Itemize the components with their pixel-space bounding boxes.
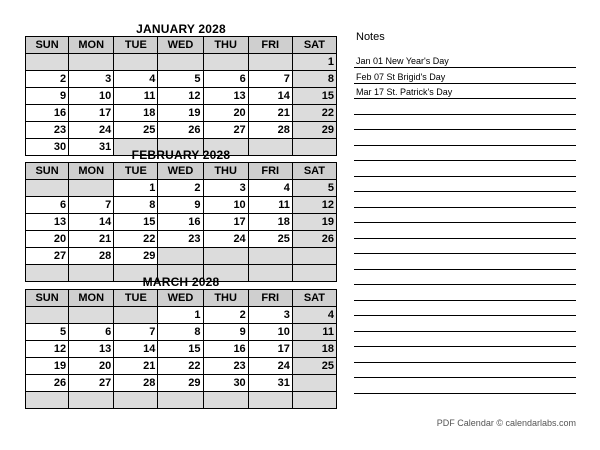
day-cell: 12 bbox=[158, 88, 203, 105]
week-row bbox=[26, 71, 337, 88]
empty-day-cell bbox=[114, 54, 158, 71]
day-cell: 28 bbox=[248, 122, 292, 139]
empty-day-cell bbox=[26, 180, 69, 197]
week-row bbox=[26, 105, 337, 122]
day-cell: 29 bbox=[114, 248, 158, 265]
empty-day-cell bbox=[114, 392, 158, 409]
week-row bbox=[26, 197, 337, 214]
weekday-header: TUE bbox=[114, 163, 158, 180]
day-cell: 12 bbox=[292, 197, 336, 214]
day-cell: 2 bbox=[203, 307, 248, 324]
day-cell: 24 bbox=[203, 231, 248, 248]
notes-panel bbox=[354, 30, 578, 97]
month-grid bbox=[25, 162, 337, 282]
day-cell: 16 bbox=[26, 105, 69, 122]
day-cell: 9 bbox=[26, 88, 69, 105]
day-cell: 18 bbox=[248, 214, 292, 231]
day-cell: 1 bbox=[158, 307, 203, 324]
day-cell: 10 bbox=[69, 88, 114, 105]
empty-day-cell bbox=[203, 54, 248, 71]
day-cell: 16 bbox=[158, 214, 203, 231]
week-row bbox=[26, 307, 337, 324]
day-cell: 4 bbox=[114, 71, 158, 88]
day-cell: 23 bbox=[158, 231, 203, 248]
week-row bbox=[26, 122, 337, 139]
day-cell: 27 bbox=[69, 375, 114, 392]
empty-day-cell bbox=[158, 392, 203, 409]
day-cell: 10 bbox=[203, 197, 248, 214]
day-cell: 8 bbox=[292, 71, 336, 88]
day-cell: 17 bbox=[69, 105, 114, 122]
day-cell: 2 bbox=[158, 180, 203, 197]
empty-day-cell bbox=[292, 248, 336, 265]
week-row bbox=[26, 358, 337, 375]
day-cell: 22 bbox=[292, 105, 336, 122]
day-cell: 11 bbox=[114, 88, 158, 105]
day-cell: 28 bbox=[69, 248, 114, 265]
day-cell: 17 bbox=[203, 214, 248, 231]
empty-day-cell bbox=[203, 248, 248, 265]
week-row bbox=[26, 214, 337, 231]
weekday-header: FRI bbox=[248, 290, 292, 307]
empty-day-cell bbox=[248, 392, 292, 409]
day-cell: 22 bbox=[158, 358, 203, 375]
note-entry: Mar 17 St. Patrick's Day bbox=[354, 85, 576, 99]
day-cell: 5 bbox=[292, 180, 336, 197]
day-cell: 20 bbox=[26, 231, 69, 248]
day-cell: 20 bbox=[203, 105, 248, 122]
note-blank-line bbox=[354, 163, 576, 177]
weekday-header: FRI bbox=[248, 163, 292, 180]
day-cell: 21 bbox=[69, 231, 114, 248]
week-row bbox=[26, 375, 337, 392]
day-cell: 14 bbox=[114, 341, 158, 358]
day-cell: 7 bbox=[114, 324, 158, 341]
month-grid bbox=[25, 289, 337, 409]
month-title: MARCH 2028 bbox=[142, 275, 220, 289]
day-cell: 15 bbox=[292, 88, 336, 105]
day-cell: 23 bbox=[26, 122, 69, 139]
day-cell: 27 bbox=[203, 122, 248, 139]
day-cell: 25 bbox=[248, 231, 292, 248]
note-blank-line bbox=[354, 225, 576, 239]
day-cell: 3 bbox=[203, 180, 248, 197]
day-cell: 3 bbox=[69, 71, 114, 88]
note-blank-line bbox=[354, 147, 576, 161]
weekday-header: MON bbox=[69, 163, 114, 180]
day-cell: 5 bbox=[26, 324, 69, 341]
day-cell: 12 bbox=[26, 341, 69, 358]
weekday-header-row bbox=[26, 37, 337, 54]
month-grid bbox=[25, 36, 337, 156]
notes-title: Notes bbox=[356, 31, 385, 43]
note-blank-line bbox=[354, 333, 576, 347]
note-blank-line bbox=[354, 380, 576, 394]
day-cell: 20 bbox=[69, 358, 114, 375]
weekday-header: THU bbox=[203, 163, 248, 180]
week-row bbox=[26, 248, 337, 265]
weekday-header: MON bbox=[69, 37, 114, 54]
note-blank-line bbox=[354, 349, 576, 363]
empty-day-cell bbox=[69, 392, 114, 409]
day-cell: 13 bbox=[69, 341, 114, 358]
day-cell: 30 bbox=[203, 375, 248, 392]
weekday-header-row bbox=[26, 290, 337, 307]
note-blank-line bbox=[354, 240, 576, 254]
footer-credit: PDF Calendar © calendarlabs.com bbox=[436, 418, 576, 428]
empty-day-cell bbox=[26, 54, 69, 71]
week-row bbox=[26, 341, 337, 358]
note-blank-line bbox=[354, 194, 576, 208]
weekday-header: THU bbox=[203, 290, 248, 307]
empty-day-cell bbox=[248, 248, 292, 265]
day-cell: 14 bbox=[248, 88, 292, 105]
day-cell: 11 bbox=[248, 197, 292, 214]
day-cell: 7 bbox=[69, 197, 114, 214]
day-cell: 19 bbox=[158, 105, 203, 122]
day-cell: 18 bbox=[114, 105, 158, 122]
empty-day-cell bbox=[69, 307, 114, 324]
weekday-header: SAT bbox=[292, 290, 336, 307]
weekday-header: MON bbox=[69, 290, 114, 307]
empty-day-cell bbox=[292, 392, 336, 409]
day-cell: 6 bbox=[26, 197, 69, 214]
note-blank-line bbox=[354, 302, 576, 316]
day-cell: 24 bbox=[248, 358, 292, 375]
empty-day-cell bbox=[69, 54, 114, 71]
month-title: JANUARY 2028 bbox=[136, 22, 226, 36]
day-cell: 29 bbox=[158, 375, 203, 392]
weekday-header: SAT bbox=[292, 37, 336, 54]
week-row bbox=[26, 180, 337, 197]
day-cell: 17 bbox=[248, 341, 292, 358]
note-blank-line bbox=[354, 318, 576, 332]
weekday-header: WED bbox=[158, 290, 203, 307]
empty-day-cell bbox=[248, 54, 292, 71]
empty-day-cell bbox=[114, 307, 158, 324]
day-cell: 4 bbox=[292, 307, 336, 324]
weekday-header: SUN bbox=[26, 290, 69, 307]
day-cell: 26 bbox=[26, 375, 69, 392]
weekday-header: WED bbox=[158, 163, 203, 180]
day-cell: 5 bbox=[158, 71, 203, 88]
day-cell: 7 bbox=[248, 71, 292, 88]
week-row bbox=[26, 392, 337, 409]
weekday-header: THU bbox=[203, 37, 248, 54]
day-cell: 28 bbox=[114, 375, 158, 392]
weekday-header-row bbox=[26, 163, 337, 180]
note-blank-line bbox=[354, 132, 576, 146]
month-title: FEBRUARY 2028 bbox=[131, 148, 231, 162]
day-cell: 13 bbox=[26, 214, 69, 231]
empty-day-cell bbox=[203, 392, 248, 409]
note-blank-line bbox=[354, 101, 576, 115]
day-cell: 24 bbox=[69, 122, 114, 139]
day-cell: 4 bbox=[248, 180, 292, 197]
day-cell: 8 bbox=[114, 197, 158, 214]
day-cell: 15 bbox=[114, 214, 158, 231]
day-cell: 29 bbox=[292, 122, 336, 139]
empty-day-cell bbox=[158, 248, 203, 265]
week-row bbox=[26, 54, 337, 71]
day-cell: 19 bbox=[26, 358, 69, 375]
day-cell: 16 bbox=[203, 341, 248, 358]
day-cell: 18 bbox=[292, 341, 336, 358]
day-cell: 13 bbox=[203, 88, 248, 105]
weekday-header: SUN bbox=[26, 37, 69, 54]
day-cell: 10 bbox=[248, 324, 292, 341]
day-cell: 21 bbox=[248, 105, 292, 122]
day-cell: 9 bbox=[203, 324, 248, 341]
note-blank-line bbox=[354, 287, 576, 301]
day-cell: 2 bbox=[26, 71, 69, 88]
day-cell: 9 bbox=[158, 197, 203, 214]
week-row bbox=[26, 88, 337, 105]
day-cell: 1 bbox=[292, 54, 336, 71]
day-cell: 14 bbox=[69, 214, 114, 231]
day-cell: 23 bbox=[203, 358, 248, 375]
day-cell: 27 bbox=[26, 248, 69, 265]
day-cell: 22 bbox=[114, 231, 158, 248]
day-cell: 26 bbox=[158, 122, 203, 139]
day-cell: 25 bbox=[292, 358, 336, 375]
day-cell: 8 bbox=[158, 324, 203, 341]
empty-day-cell bbox=[158, 54, 203, 71]
week-row bbox=[26, 231, 337, 248]
weekday-header: WED bbox=[158, 37, 203, 54]
weekday-header: SUN bbox=[26, 163, 69, 180]
empty-day-cell bbox=[69, 180, 114, 197]
day-cell: 3 bbox=[248, 307, 292, 324]
empty-day-cell bbox=[292, 375, 336, 392]
empty-day-cell bbox=[26, 307, 69, 324]
day-cell: 6 bbox=[203, 71, 248, 88]
note-blank-line bbox=[354, 209, 576, 223]
day-cell: 25 bbox=[114, 122, 158, 139]
weekday-header: TUE bbox=[114, 37, 158, 54]
day-cell: 21 bbox=[114, 358, 158, 375]
note-blank-line bbox=[354, 271, 576, 285]
day-cell: 31 bbox=[248, 375, 292, 392]
day-cell: 11 bbox=[292, 324, 336, 341]
weekday-header: TUE bbox=[114, 290, 158, 307]
note-blank-line bbox=[354, 178, 576, 192]
empty-day-cell bbox=[26, 392, 69, 409]
day-cell: 31 bbox=[69, 139, 114, 156]
note-entry: Feb 07 St Brigid's Day bbox=[354, 70, 576, 84]
weekday-header: FRI bbox=[248, 37, 292, 54]
weekday-header: SAT bbox=[292, 163, 336, 180]
day-cell: 15 bbox=[158, 341, 203, 358]
day-cell: 6 bbox=[69, 324, 114, 341]
day-cell: 30 bbox=[26, 139, 69, 156]
note-blank-line bbox=[354, 364, 576, 378]
day-cell: 26 bbox=[292, 231, 336, 248]
day-cell: 19 bbox=[292, 214, 336, 231]
note-entry: Jan 01 New Year's Day bbox=[354, 54, 576, 68]
note-blank-line bbox=[354, 116, 576, 130]
note-blank-line bbox=[354, 256, 576, 270]
week-row bbox=[26, 324, 337, 341]
day-cell: 1 bbox=[114, 180, 158, 197]
